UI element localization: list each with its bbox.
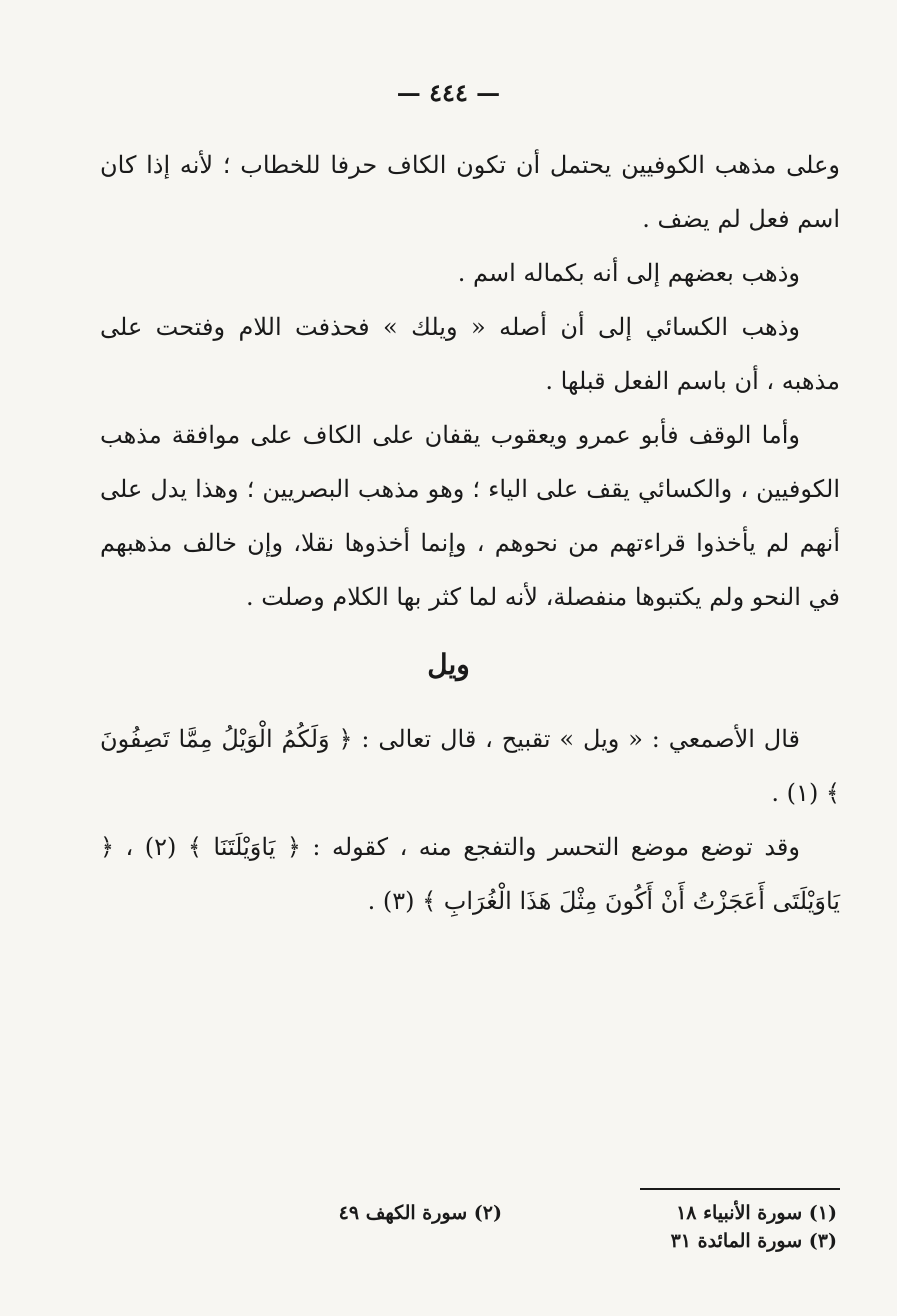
footnote-1: (١) سورة الأنبياء ١٨ (676, 1202, 837, 1224)
paragraph: وأما الوقف فأبو عمرو ويعقوب يقفان على الكاف على موافقة مذهب الكوفيين ، والكسائي يقف على الياء ؛ وهو مذهب البصريين ؛ وهذا يدل على أنهم لم يأخذوا قراءتهم من نحوهم ، وإنما أخذوها نقلا، وإن خالف مذهبهم في النحو ولم يكتبوها منفصلة، لأنه لما كثر بها الكلام وصلت . (100, 421, 840, 611)
paragraph: وذهب بعضهم إلى أنه بكماله اسم . (457, 259, 800, 287)
paragraph: وقد توضع موضع التحسر والتفجع منه ، كقوله : ﴿ يَاوَيْلَتَنَا ﴾ (٢) ، ﴿ يَاوَيْلَتَى أَعَجَزْتُ أَنْ أَكُونَ مِثْلَ هَذَا الْغُرَابِ ﴾ (٣) . (100, 833, 840, 915)
paragraph: وذهب الكسائي إلى أن أصله « ويلك » فحذفت اللام وفتحت على مذهبه ، أن باسم الفعل قبلها . (100, 313, 840, 395)
section-text (100, 712, 840, 928)
section-heading: ويل (427, 648, 470, 681)
body-text (100, 138, 840, 624)
footnote-2: (٢) سورة الكهف ٤٩ (338, 1202, 502, 1224)
page-number: — ٤٤٤ — (396, 78, 501, 107)
footnote-divider (640, 1188, 840, 1190)
footnote-3: (٣) سورة المائدة ٣١ (670, 1230, 837, 1252)
paragraph: قال الأصمعي : « ويل » تقبيح ، قال تعالى : ﴿ وَلَكُمُ الْوَيْلُ مِمَّا تَصِفُونَ ﴾ (١) . (100, 725, 840, 807)
paragraph: وعلى مذهب الكوفيين يحتمل أن تكون الكاف حرفا للخطاب ؛ لأنه إذا كان اسم فعل لم يضف . (100, 151, 840, 233)
